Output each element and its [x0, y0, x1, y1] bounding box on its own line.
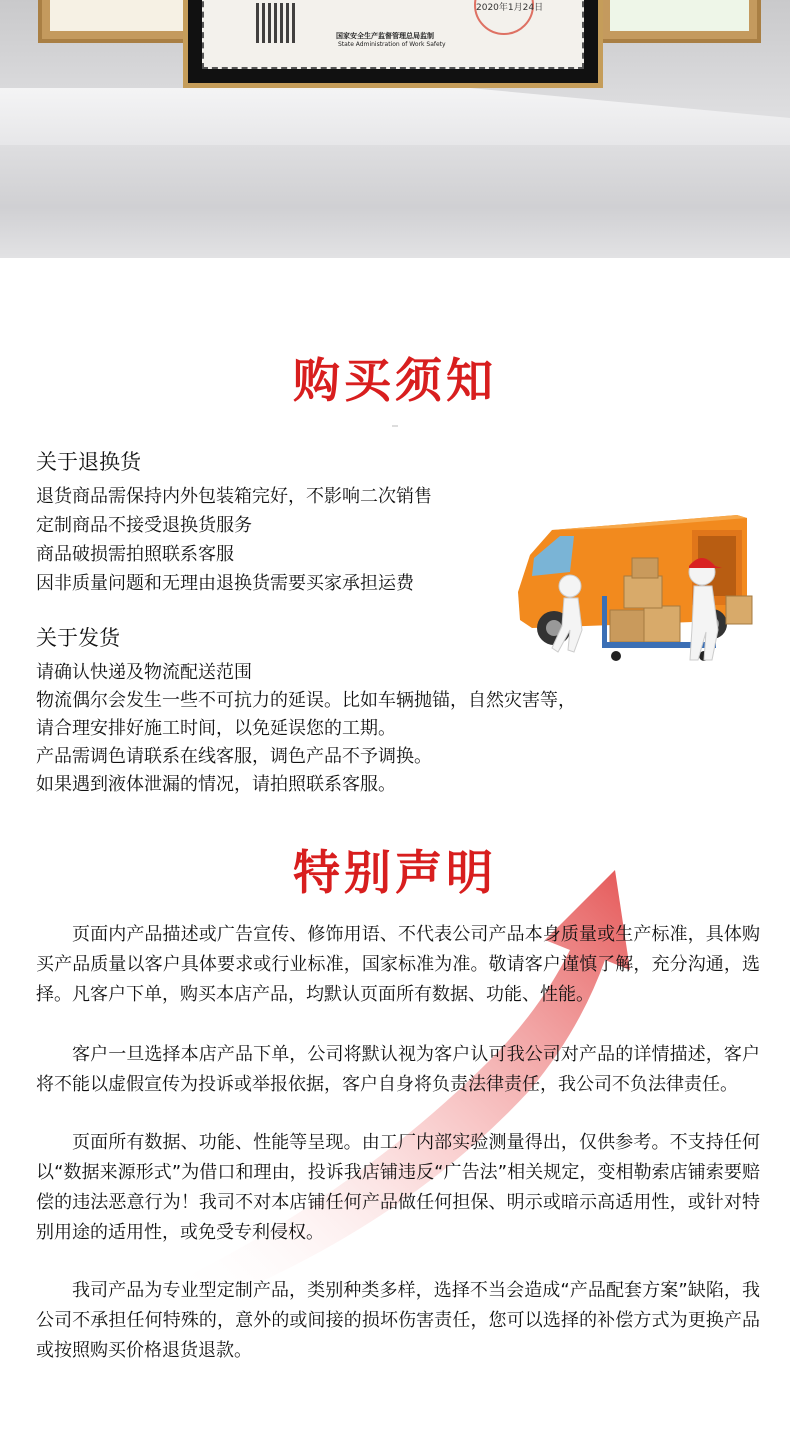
- statement-paragraph: 页面内产品描述或广告宣传、修饰用语、不代表公司产品本身质量或生产标准，具体购买产品质量以客户具体要求或行业标准，国家标准为准。敬请客户谨慎了解，充分沟通，选择。凡客户下单，购买本店产品，均默认页面所有数据、功能、性能。: [36, 924, 760, 1005]
- shipping-line: 物流偶尔会发生一些不可抗力的延误。比如车辆抛锚，自然灾害等，: [36, 690, 576, 711]
- display-shelf-top: [0, 88, 790, 148]
- title-divider: [392, 425, 398, 427]
- delivery-truck-illustration: [512, 500, 772, 675]
- certificate-date: 2020年1月24日: [476, 3, 544, 13]
- certificate-paper: [202, 0, 584, 69]
- shipping-line: 请确认快递及物流配送范围: [36, 662, 252, 683]
- shipping-line: 产品需调色请联系在线客服，调色产品不予调换。: [36, 746, 432, 767]
- qr-code-icon: [256, 3, 298, 43]
- returns-line: 定制商品不接受退换货服务: [36, 515, 252, 536]
- statement-paragraph: 我司产品为专业型定制产品，类别种类多样，选择不当会造成“产品配套方案”缺陷，我公司不承担任何特殊的，意外的或间接的损坏伤害责任，您可以选择的补偿方式为更换产品或按照购买价格退货退款。: [36, 1280, 760, 1361]
- returns-line: 退货商品需保持内外包装箱完好，不影响二次销售: [36, 486, 432, 507]
- certificate-agency-en: State Administration of Work Safety: [338, 41, 446, 48]
- statement-paragraph: 客户一旦选择本店产品下单，公司将默认视为客户认可我公司对产品的详情描述，客户将不能以虚假宣传为投诉或举报依据，客户自身将负责法律责任，我公司不负法律责任。: [36, 1044, 760, 1095]
- purchase-notice-title: 购买须知: [293, 354, 497, 409]
- returns-line: 因非质量问题和无理由退换货需要买家承担运费: [36, 573, 414, 594]
- display-shelf-front: [0, 145, 790, 258]
- returns-heading: 关于退换货: [36, 450, 141, 474]
- statement-paragraph: 页面所有数据、功能、性能等呈现。由工厂内部实验测量得出，仅供参考。不支持任何以“数据来源形式”为借口和理由，投诉我店铺违反“广告法”相关规定，变相勒索店铺索要赔偿的违法恶意行为！我司不对本店铺任何产品做任何担保、明示或暗示高适用性，或针对特别用途的适用性，或免受专利侵权。: [36, 1132, 760, 1243]
- shipping-heading: 关于发货: [36, 626, 120, 650]
- certificate-frame-right: [598, 0, 761, 43]
- returns-line: 商品破损需拍照联系客服: [36, 544, 234, 565]
- certificate-frame-main: [183, 0, 603, 88]
- special-statement-title: 特别声明: [293, 846, 497, 901]
- certificate-agency: 国家安全生产监督管理总局监制: [336, 32, 434, 40]
- certificate-banner: [0, 0, 790, 258]
- shipping-line: 如果遇到液体泄漏的情况，请拍照联系客服。: [36, 774, 396, 795]
- certificate-frame-left: [38, 0, 201, 43]
- shipping-line: 请合理安排好施工时间，以免延误您的工期。: [36, 718, 396, 739]
